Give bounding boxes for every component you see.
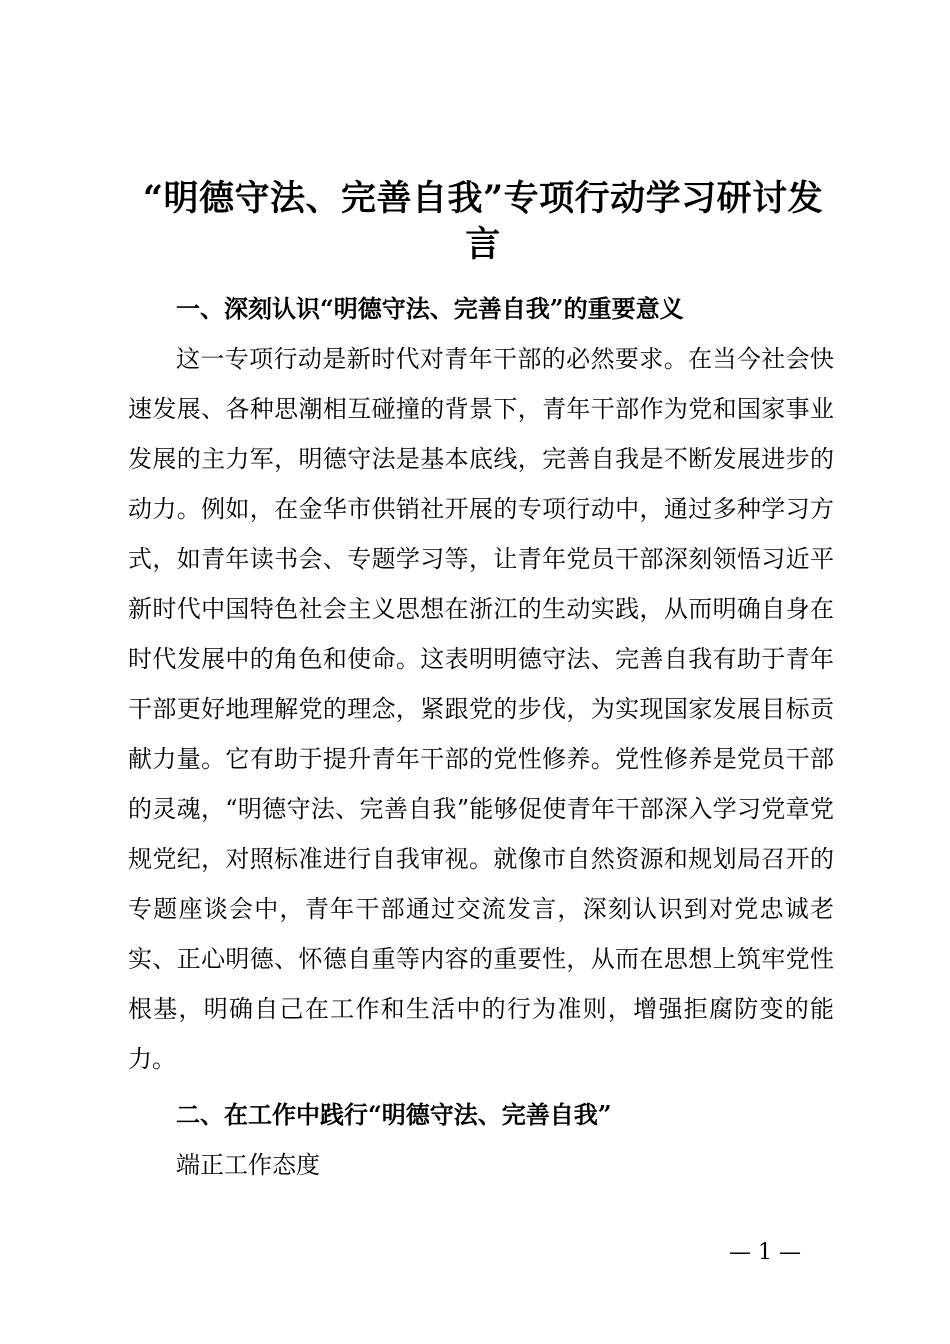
section-heading-2: 二、在工作中践行“明德守法、完善自我”	[176, 1100, 612, 1129]
document-body	[128, 284, 834, 1190]
document-title: “明德守法、完善自我”专项行动学习研讨发言	[142, 178, 824, 265]
section-heading-1: 一、深刻认识“明德守法、完善自我”的重要意义	[176, 294, 684, 323]
page-number: — 1 —	[729, 1240, 801, 1265]
section-subheading-2: 端正工作态度	[176, 1151, 320, 1179]
section-paragraph-1: 这一专项行动是新时代对青年干部的必然要求。在当今社会快速发展、各种思潮相互碰撞的背景下，青年干部作为党和国家事业发展的主力军，明德守法是基本底线，完善自我是不断发展进步的动力。例如，在金华市供销社开展的专项行动中，通过多种学习方式，如青年读书会、专题学习等，让青年党员干部深刻领悟习近平新时代中国特色社会主义思想在浙江的生动实践，从而明确自身在时代发展中的角色和使命。这表明明德守法、完善自我有助于青年干部更好地理解党的理念，紧跟党的步伐，为实现国家发展目标贡献力量。它有助于提升青年干部的党性修养。党性修养是党员干部的灵魂，“明德守法、完善自我”能够促使青年干部深入学习党章党规党纪，对照标准进行自我审视。就像市自然资源和规划局召开的专题座谈会中，青年干部通过交流发言，深刻认识到对党忠诚老实、正心明德、怀德自重等内容的重要性，从而在思想上筑牢党性根基，明确自己在工作和生活中的行为准则，增强拒腐防变的能力。	[128, 345, 834, 1073]
